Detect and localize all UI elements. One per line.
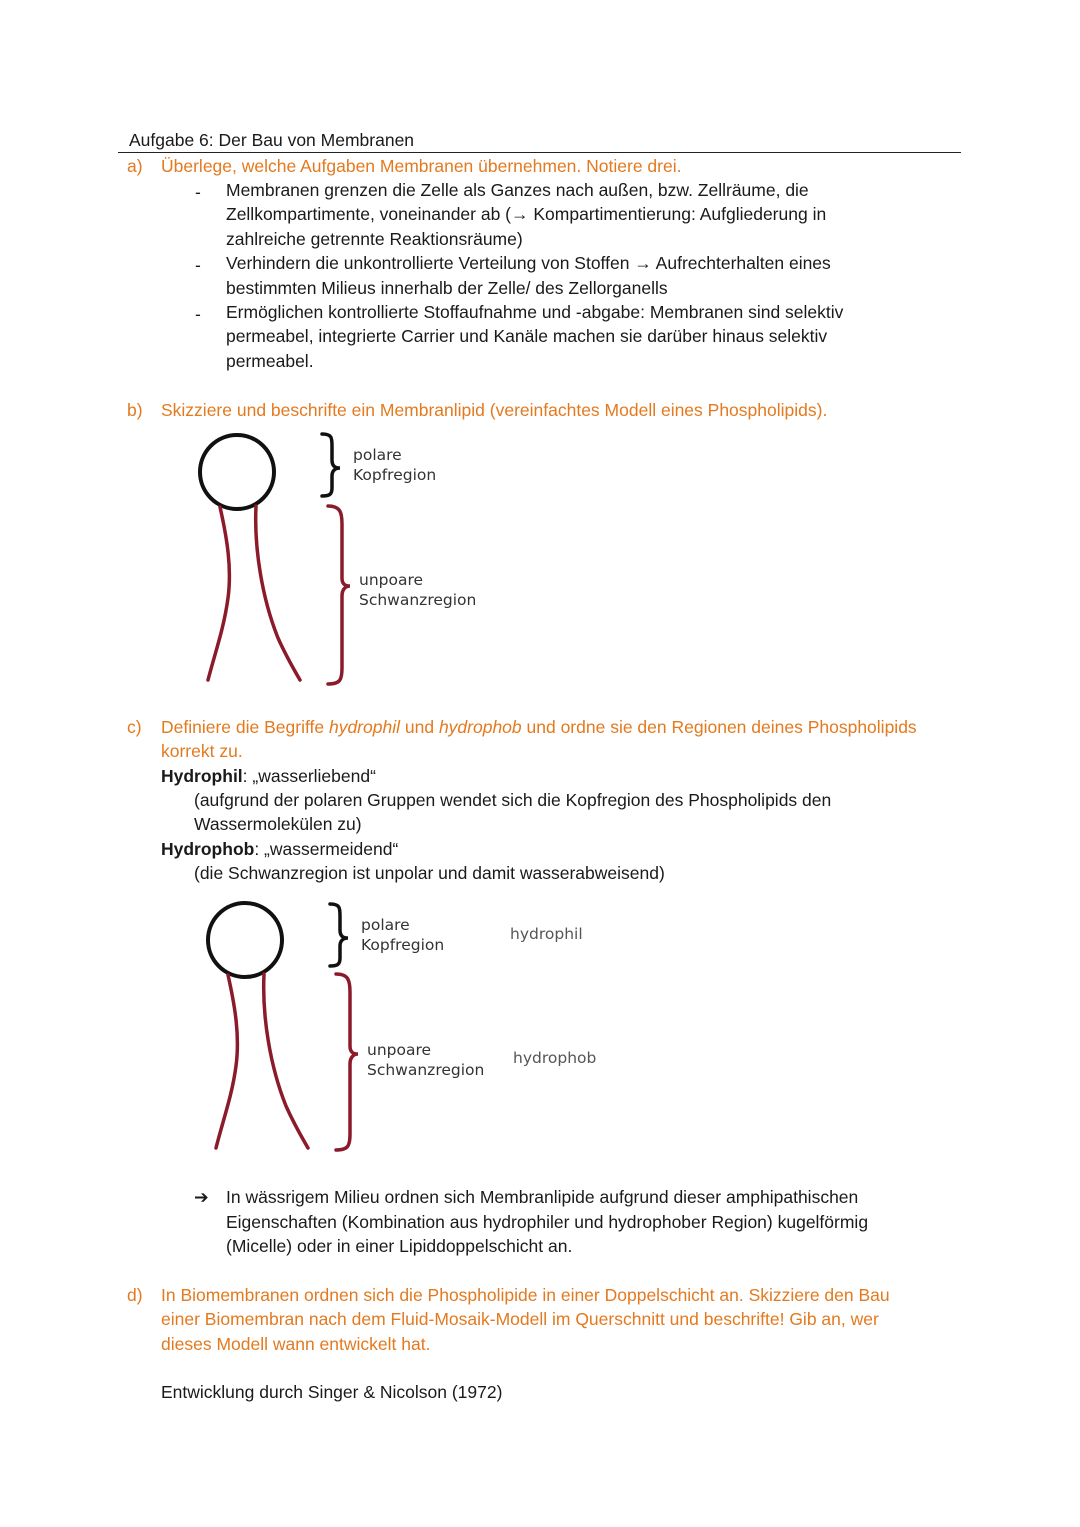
task-c-marker: c): [127, 717, 142, 737]
arrow-icon: ➔: [194, 1187, 209, 1207]
fatty-acid-tail-left: [208, 507, 229, 680]
head-brace: [330, 904, 348, 966]
bullet-2-line-1: Verhindern die unkontrollierte Verteilung von Stoffen → Aufrechterhalten eines: [226, 253, 831, 273]
task-a-marker: a): [127, 156, 143, 176]
region-braces: [318, 428, 358, 690]
head-label-line-2: Kopfregion: [353, 466, 437, 484]
bullet-3-line-2: permeabel, integrierte Carrier und Kanäle machen sie darüber hinaus selektiv: [226, 326, 828, 346]
region-braces: [326, 898, 366, 1160]
bullet-dash: -: [195, 304, 201, 324]
hydrophob-explanation: (die Schwanzregion ist unpolar und damit wasserabweisend): [194, 863, 665, 883]
head-brace: [322, 434, 340, 496]
task-c-line-1: Definiere die Begriffe hydrophil und hydrophob und ordne sie den Regionen deines Phospholipids: [161, 717, 917, 737]
tail-label-line-1: unpoare: [359, 571, 424, 589]
polar-head-circle: [208, 903, 282, 977]
phospholipid-sketch: [190, 428, 310, 690]
tail-label-line-2: Schwanzregion: [359, 591, 477, 609]
task-a-text: Überlege, welche Aufgaben Membranen übernehmen. Notiere drei.: [161, 156, 682, 176]
tail-brace: [328, 506, 350, 684]
conclusion-line-2: Eigenschaften (Kombination aus hydrophiler und hydrophober Region) kugelförmig: [226, 1212, 869, 1232]
task-c-line-2: korrekt zu.: [161, 741, 243, 761]
task-d-line-2: einer Biomembran nach dem Fluid-Mosaik-Modell im Querschnitt und beschrifte! Gib an, wer: [161, 1309, 879, 1329]
hydrophil-explanation-line-2: Wassermolekülen zu): [194, 814, 362, 834]
tail-brace: [336, 974, 358, 1150]
head-label-line-1: polare: [353, 446, 402, 464]
page-title: Aufgabe 6: Der Bau von Membranen: [129, 130, 415, 150]
task-d-answer: Entwicklung durch Singer & Nicolson (1972): [161, 1382, 503, 1402]
tail-property-label: hydrophob: [513, 1049, 597, 1067]
task-b-marker: b): [127, 400, 143, 420]
hydrophil-explanation-line-1: (aufgrund der polaren Gruppen wendet sich die Kopfregion des Phospholipids den: [194, 790, 832, 810]
hydrophob-definition: Hydrophob: „wassermeidend“: [161, 839, 399, 859]
bullet-dash: -: [195, 182, 201, 202]
fatty-acid-tail-right: [256, 506, 300, 680]
task-b-text: Skizziere und beschrifte ein Membranlipid (vereinfachtes Modell eines Phospholipids).: [161, 400, 828, 420]
bullet-3-line-1: Ermöglichen kontrollierte Stoffaufnahme und -abgabe: Membranen sind selektiv: [226, 302, 844, 322]
bullet-dash: -: [195, 255, 201, 275]
tail-label-line-2: Schwanzregion: [367, 1061, 485, 1079]
phospholipid-sketch-annotated: [198, 898, 318, 1158]
tail-label-line-1: unpoare: [367, 1041, 432, 1059]
conclusion-line-3: (Micelle) oder in einer Lipiddoppelschicht an.: [226, 1236, 573, 1256]
head-label-line-1: polare: [361, 916, 410, 934]
bullet-1-line-2: Zellkompartimente, voneinander ab (→ Kompartimentierung: Aufgliederung in: [226, 204, 827, 224]
task-d-line-1: In Biomembranen ordnen sich die Phospholipide in einer Doppelschicht an. Skizziere den Bau: [161, 1285, 890, 1305]
task-d-line-3: dieses Modell wann entwickelt hat.: [161, 1334, 431, 1354]
title-divider: [118, 152, 961, 153]
fatty-acid-tail-left: [216, 975, 237, 1148]
head-label-line-2: Kopfregion: [361, 936, 445, 954]
conclusion-line-1: In wässrigem Milieu ordnen sich Membranlipide aufgrund dieser amphipathischen: [226, 1187, 859, 1207]
polar-head-circle: [200, 435, 274, 509]
bullet-2-line-2: bestimmten Milieus innerhalb der Zelle/ des Zellorganells: [226, 278, 668, 298]
bullet-1-line-3: zahlreiche getrennte Reaktionsräume): [226, 229, 523, 249]
fatty-acid-tail-right: [264, 974, 308, 1148]
bullet-3-line-3: permeabel.: [226, 351, 314, 371]
head-property-label: hydrophil: [510, 925, 583, 943]
bullet-1-line-1: Membranen grenzen die Zelle als Ganzes nach außen, bzw. Zellräume, die: [226, 180, 809, 200]
hydrophil-definition: Hydrophil: „wasserliebend“: [161, 766, 376, 786]
task-d-marker: d): [127, 1285, 143, 1305]
